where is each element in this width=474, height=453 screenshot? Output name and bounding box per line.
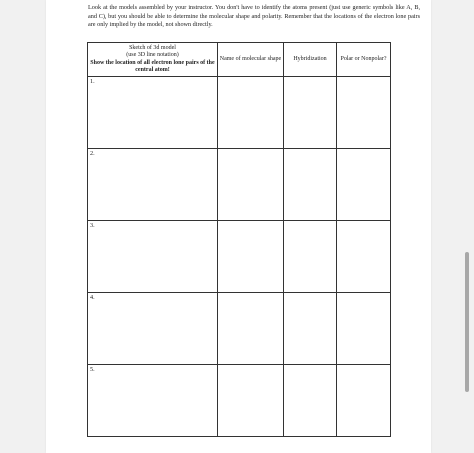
sketch-header-title: Sketch of 3d model [129,45,176,52]
hybridization-cell [284,149,337,221]
row-number: 5. [90,366,95,373]
instructions-paragraph: Look at the models assembled by your instructor. You don't have to identify the atoms present (just use generic symbols like A, B, and C), but you should be able to determine the molecular shape and polarity. Remember that the locations of the electron lone pairs are only implied by the model, not shown directly. [88,4,420,29]
polarity-header: Polar or Nonpolar? [337,43,391,77]
shape-header: Name of molecular shape [218,43,284,77]
shape-cell [218,77,284,149]
header-row [88,43,391,77]
hybridization-cell [284,221,337,293]
shape-cell [218,293,284,365]
polarity-cell [337,77,391,149]
row-number: 3. [90,222,95,229]
polarity-cell [337,293,391,365]
hybridization-cell [284,293,337,365]
vertical-scrollbar[interactable] [465,252,469,392]
hybridization-header: Hybridization [284,43,337,77]
table-row [88,365,391,437]
table-row [88,293,391,365]
row-number: 1. [90,78,95,85]
sketch-header [88,43,218,77]
hybridization-cell [284,365,337,437]
row-number: 4. [90,294,95,301]
sketch-cell [88,365,218,437]
table-row [88,221,391,293]
shape-cell [218,149,284,221]
worksheet-table [87,42,391,437]
table-row [88,149,391,221]
polarity-cell [337,221,391,293]
row-number: 2. [90,150,95,157]
polarity-cell [337,365,391,437]
sketch-header-lone-pairs: Show the location of all electron lone pairs of the central atom! [90,59,215,73]
polarity-cell [337,149,391,221]
table-row [88,77,391,149]
sketch-header-notation: (use 3D line notation) [126,52,179,59]
sketch-cell [88,293,218,365]
shape-cell [218,365,284,437]
sketch-cell [88,221,218,293]
sketch-cell [88,149,218,221]
shape-cell [218,221,284,293]
sketch-cell [88,77,218,149]
hybridization-cell [284,77,337,149]
